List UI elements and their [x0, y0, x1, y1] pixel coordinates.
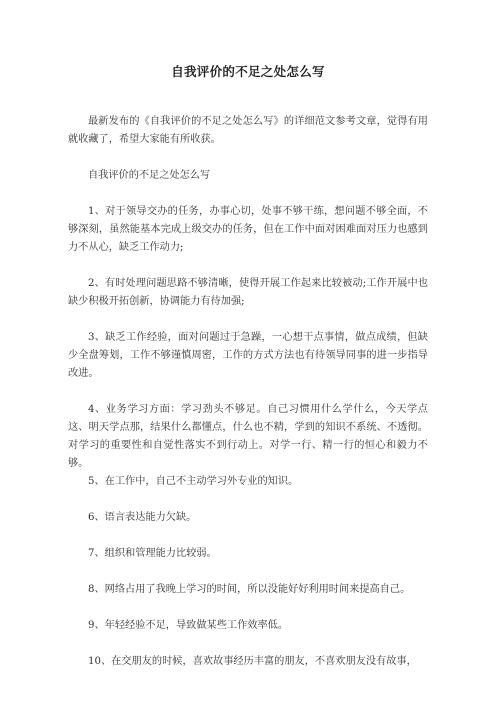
list-item: 3、缺乏工作经验，面对问题过于急躁，一心想干点事情，做点成绩，但缺少全盘筹划，工作不够谨慎周密，工作的方式方法也有待领导同事的进一步指导改进。 — [68, 332, 428, 379]
list-item: 1、对于领导交办的任务，办事心切，处事不够干练，想问题不够全面，不够深刻，虽然能基本完成上级交办的任务，但在工作中面对困难面对压力也感到力不从心，缺乏工作动力; — [68, 206, 428, 253]
list-item: 10、在交朋友的时候，喜欢故事经历丰富的朋友，不喜欢朋友没有故事， — [88, 656, 417, 667]
list-item: 2、有时处理问题思路不够清晰，使得开展工作起来比较被动;工作开展中也缺少积极开拓创新，协调能力有待加强; — [68, 278, 428, 307]
list-item: 9、年轻经验不足，导致做某些工作效率低。 — [88, 620, 289, 631]
list-item: 5、在工作中，自己不主动学习外专业的知识。 — [88, 476, 299, 487]
document-title: 自我评价的不足之处怎么写 — [171, 64, 325, 79]
list-item: 4、业务学习方面：学习劲头不够足。自己习惯用什么学什么，今天学点这、明天学点那，结果什么都懂点，什么也不精，学到的知识不系统、不透彻。对学习的重要性和自觉性落实不到行动上。对学一行、精一行的恒心和毅力不够。 — [68, 404, 428, 469]
intro-paragraph: 最新发布的《自我评价的不足之处怎么写》的详细范文参考文章，觉得有用就收藏了，希望大家能有所收获。 — [68, 116, 428, 145]
section-subtitle: 自我评价的不足之处怎么写 — [88, 170, 211, 181]
list-item: 8、网络占用了我晚上学习的时间，所以没能好好利用时间来提高自己。 — [88, 584, 411, 595]
list-item: 6、语言表达能力欠缺。 — [88, 512, 197, 523]
list-item: 7、组织和管理能力比较弱。 — [88, 548, 217, 559]
